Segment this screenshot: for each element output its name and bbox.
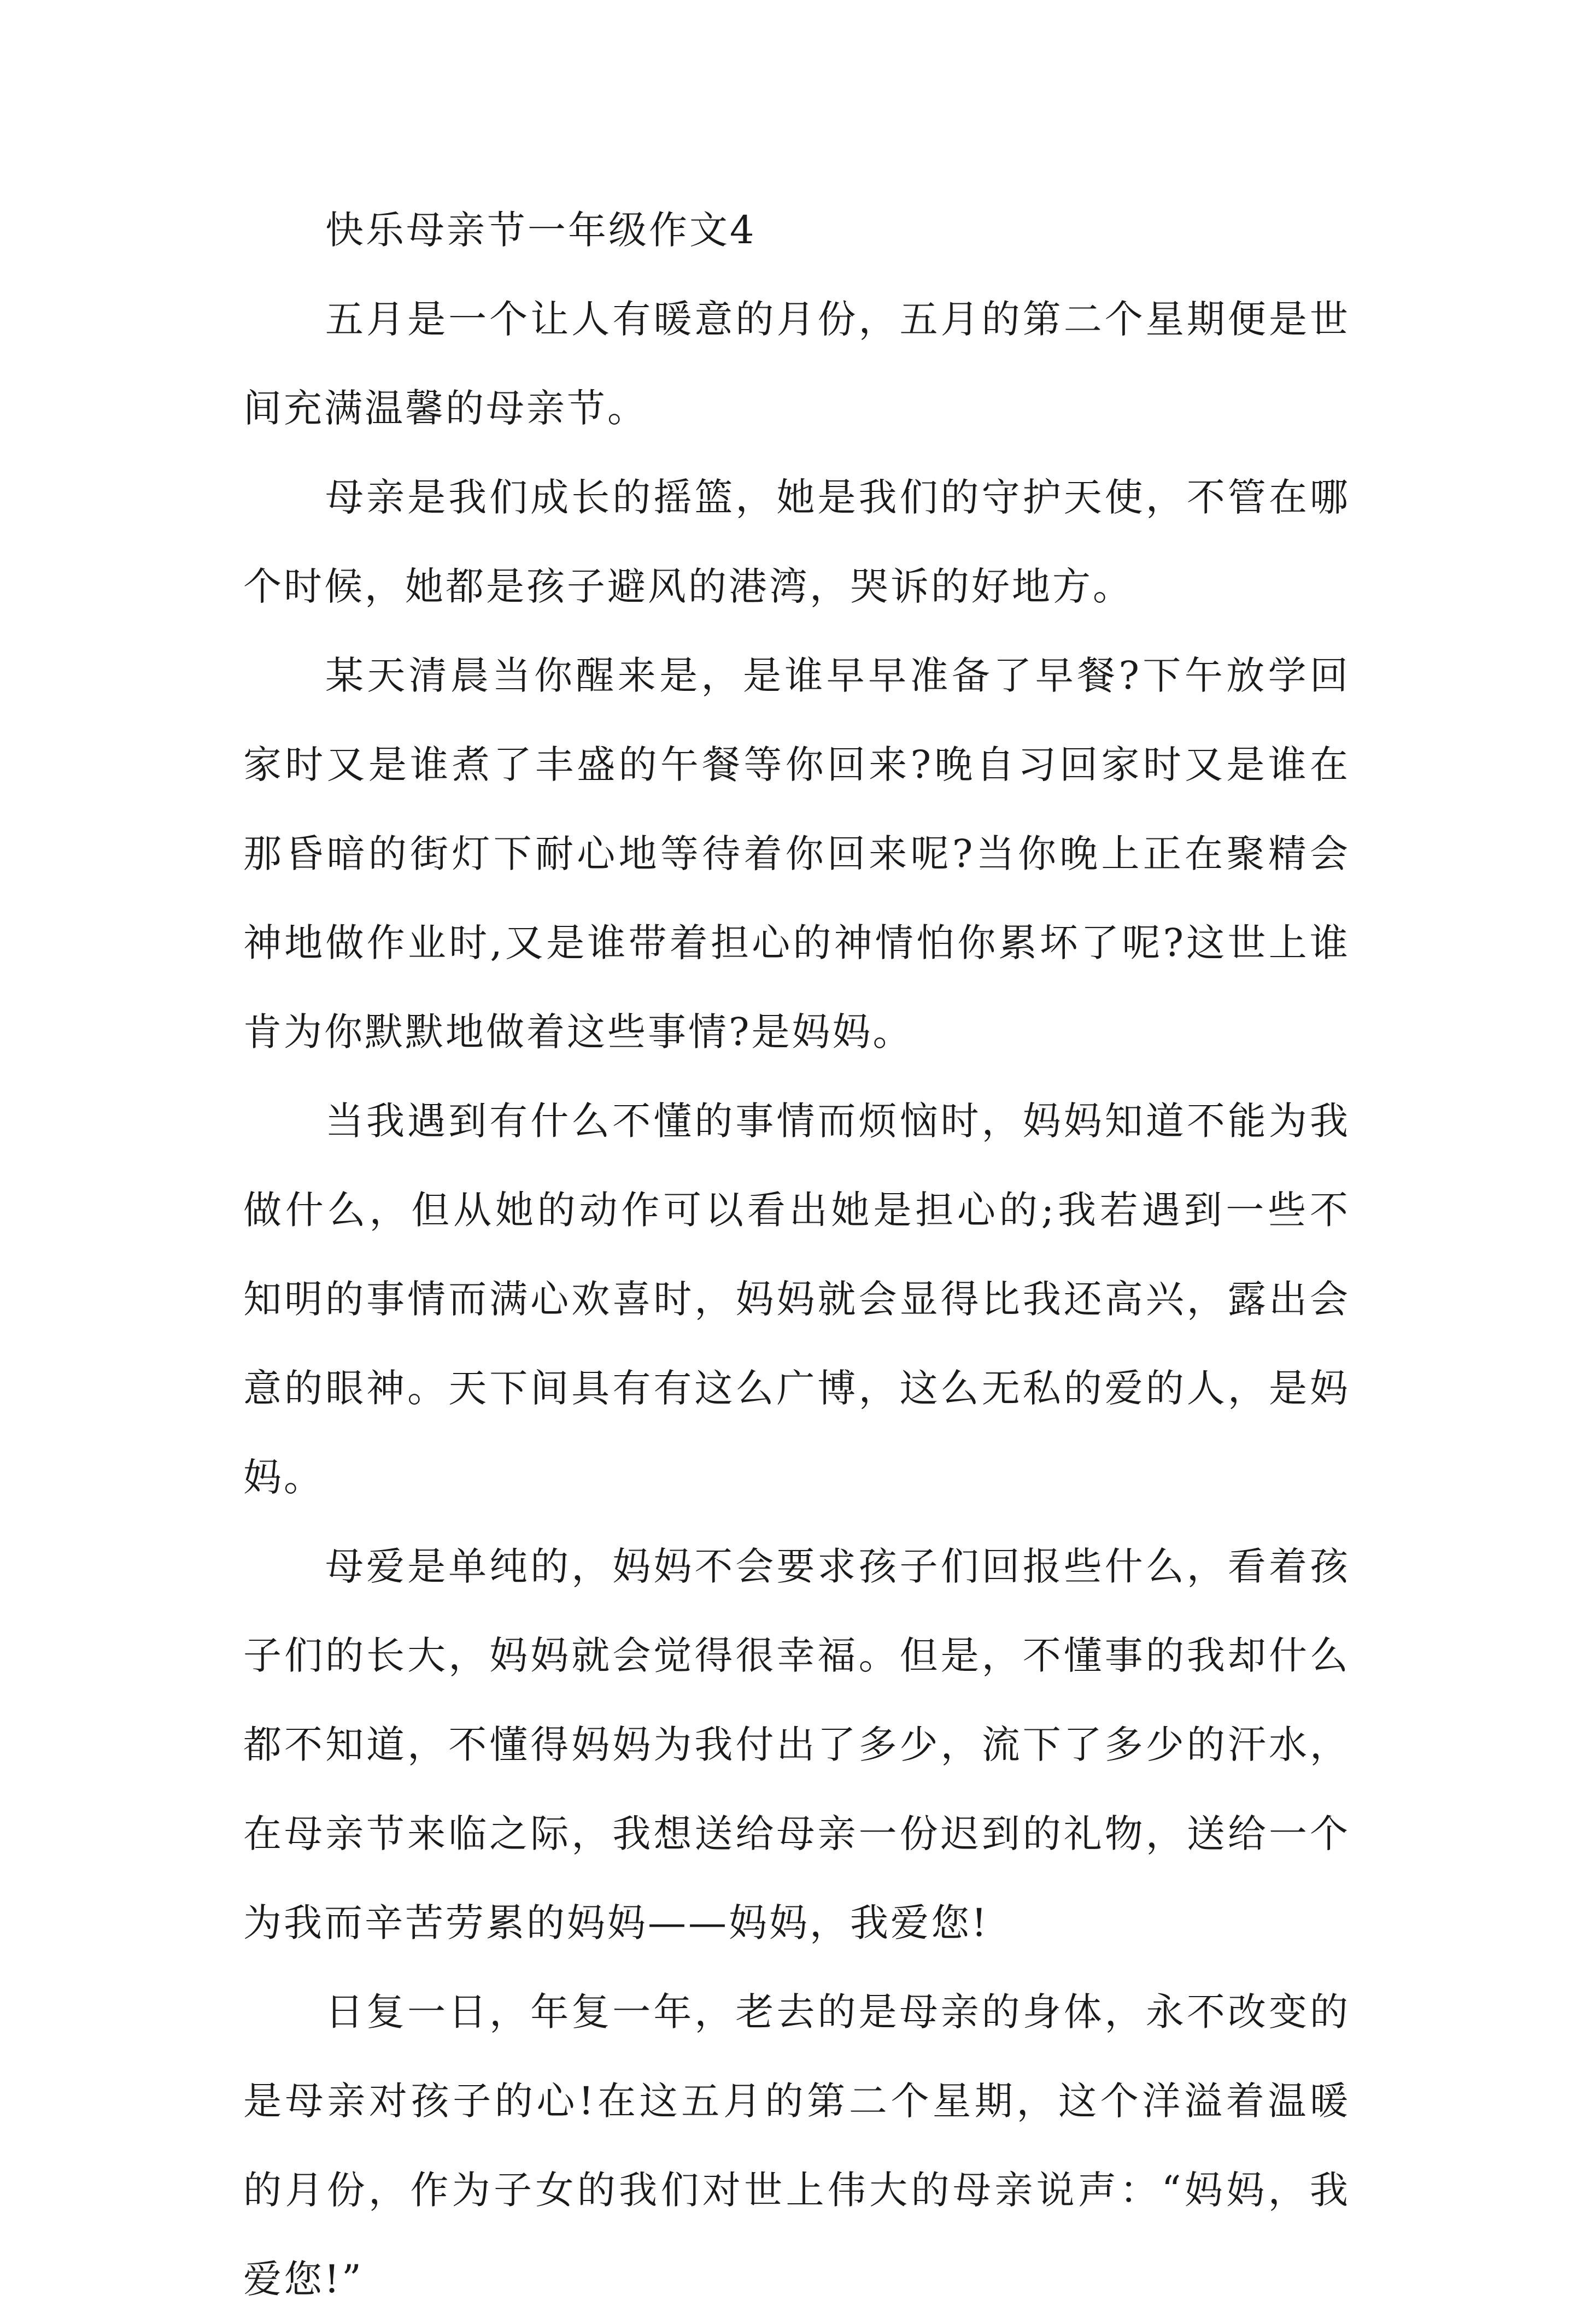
- paragraph-1: 五月是一个让人有暖意的月份，五月的第二个星期便是世间充满温馨的母亲节。: [243, 297, 1350, 431]
- paragraph-3: 某天清晨当你醒来是，是谁早早准备了早餐?下午放学回家时又是谁煮了丰盛的午餐等你回来?晚自习回家时又是谁在那昏暗的街灯下耐心地等待着你回来呢?当你晚上正在聚精会神地做作业时,又是谁带着担心的神情怕你累坏了呢?这世上谁肯为你默默地做着这些事情?是妈妈。: [243, 653, 1350, 1054]
- paragraph-5: 母爱是单纯的，妈妈不会要求孩子们回报些什么，看着孩子们的长大，妈妈就会觉得很幸福。但是，不懂事的我却什么都不知道，不懂得妈妈为我付出了多少，流下了多少的汗水，在母亲节来临之际，我想送给母亲一份迟到的礼物，送给一个为我而辛苦劳累的妈妈——妈妈，我爱您!: [243, 1544, 1350, 1945]
- paragraph-4: 当我遇到有什么不懂的事情而烦恼时，妈妈知道不能为我做什么，但从她的动作可以看出她是担心的;我若遇到一些不知明的事情而满心欢喜时，妈妈就会显得比我还高兴，露出会意的眼神。天下间具有有这么广博，这么无私的爱的人，是妈妈。: [243, 1099, 1350, 1500]
- document-body: [243, 186, 1350, 2324]
- paragraph-2: 母亲是我们成长的摇篮，她是我们的守护天使，不管在哪个时候，她都是孩子避风的港湾，哭诉的好地方。: [243, 475, 1350, 609]
- paragraph-6: 日复一日，年复一年，老去的是母亲的身体，永不改变的是母亲对孩子的心!在这五月的第二个星期，这个洋溢着温暖的月份，作为子女的我们对世上伟大的母亲说声：“妈妈，我爱您!”: [243, 1990, 1350, 2302]
- document-title: 快乐母亲节一年级作文4: [325, 208, 757, 253]
